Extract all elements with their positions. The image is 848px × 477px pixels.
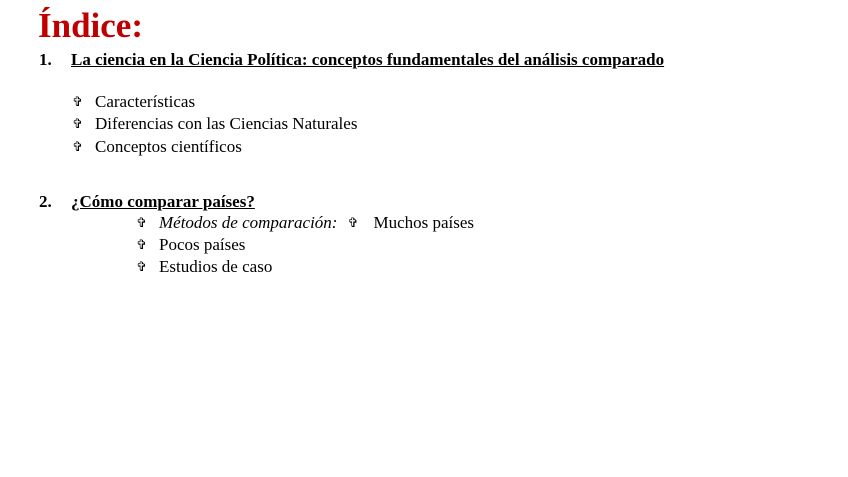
methods-label: Métodos de comparación: bbox=[159, 213, 338, 232]
list-item bbox=[72, 114, 357, 135]
section-number: 1. bbox=[39, 50, 52, 69]
section-1-heading bbox=[39, 50, 664, 70]
section-number: 2. bbox=[39, 192, 52, 211]
cross-bullet-icon: ✞ bbox=[72, 95, 83, 110]
list-item-label: Diferencias con las Ciencias Naturales bbox=[95, 114, 358, 133]
list-item-label: Características bbox=[95, 92, 196, 111]
list-item-label: Muchos países bbox=[373, 213, 475, 232]
cross-bullet-icon: ✞ bbox=[347, 216, 359, 231]
section-label: ¿Cómo comparar países? bbox=[71, 192, 255, 211]
list-item bbox=[72, 92, 195, 113]
list-item-label: Pocos países bbox=[159, 235, 246, 254]
cross-bullet-icon: ✞ bbox=[72, 140, 83, 155]
page-title: Índice: bbox=[38, 6, 143, 45]
list-item-label: Conceptos científicos bbox=[95, 137, 242, 156]
cross-bullet-icon: ✞ bbox=[72, 117, 83, 132]
list-item bbox=[72, 137, 242, 158]
section-2-heading bbox=[39, 192, 255, 212]
list-item bbox=[136, 235, 245, 256]
list-item-label: Estudios de caso bbox=[159, 257, 273, 276]
cross-bullet-icon: ✞ bbox=[136, 216, 147, 231]
cross-bullet-icon: ✞ bbox=[136, 260, 147, 275]
cross-bullet-icon: ✞ bbox=[136, 238, 147, 253]
methods-line bbox=[136, 213, 474, 234]
list-item bbox=[136, 257, 272, 278]
section-label: La ciencia en la Ciencia Política: conceptos fundamentales del análisis comparado bbox=[71, 50, 665, 69]
